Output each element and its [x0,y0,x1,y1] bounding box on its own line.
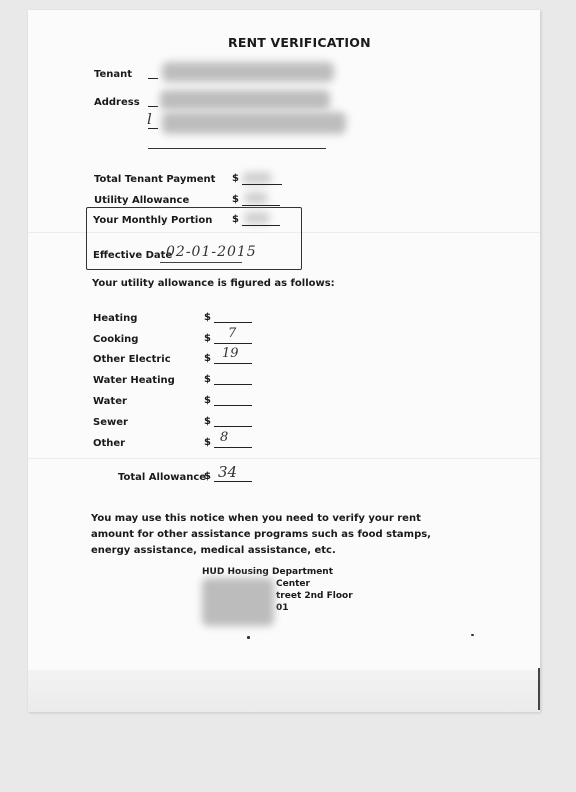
redacted-amount [244,192,268,204]
utility-label: Water Heating [93,375,175,386]
scan-speck [471,634,474,636]
redacted-amount [242,172,272,184]
currency-symbol: $ [204,374,211,385]
currency-symbol: $ [232,194,239,205]
utility-line [214,426,252,427]
address-line [148,128,158,129]
utility-label: Water [93,396,127,407]
redacted-tenant-name [162,62,334,82]
address-underline [148,148,326,149]
date-line [160,262,242,263]
currency-symbol: $ [232,173,239,184]
redacted-address-line-2 [162,112,346,134]
tenant-line [148,78,158,79]
effective-date-value: 02-01-2015 [166,244,257,260]
address-line [148,106,158,107]
utility-label: Other [93,438,126,449]
utility-value: 7 [228,326,237,341]
office-line-2: Center [276,579,310,589]
utility-label: Other Electric [93,354,171,365]
utility-label: Heating [93,313,138,324]
amount-line [242,205,280,206]
office-line-1: HUD Housing Department [202,567,334,577]
total-allowance-label: Total Allowance [118,472,207,483]
utility-line [214,384,252,385]
office-line-4: 01 [276,603,289,613]
utility-line [214,343,252,344]
utility-line [214,447,252,448]
currency-symbol: $ [204,312,211,323]
redacted-address-line-1 [160,90,330,110]
scan-speck [247,636,250,639]
address-label: Address [94,97,140,108]
handwritten-mark: l [147,110,152,128]
office-line-3: treet 2nd Floor [276,591,353,601]
utility-value: 8 [220,430,229,445]
utility-label: Cooking [93,334,139,345]
currency-symbol: $ [204,437,211,448]
scan-edge [538,668,540,710]
utility-heading: Your utility allowance is figured as follows: [92,278,335,289]
tenant-label: Tenant [94,69,133,80]
total-line [214,481,252,482]
currency-symbol: $ [204,353,211,364]
effective-date-label: Effective Date [93,250,173,261]
monthly-portion-label: Your Monthly Portion [93,215,213,226]
utility-line [214,363,252,364]
utility-line [214,322,252,323]
currency-symbol: $ [204,395,211,406]
currency-symbol: $ [232,214,239,225]
amount-line [242,225,280,226]
total-tenant-payment-label: Total Tenant Payment [94,174,216,185]
currency-symbol: $ [204,471,211,482]
page-title: RENT VERIFICATION [228,35,371,50]
redacted-office-address [202,578,274,626]
notice-text: You may use this notice when you need to verify your rent amount for other assistance programs such as food stamps, energy assistance, medical assistance, etc. [91,513,431,556]
currency-symbol: $ [204,333,211,344]
redacted-amount [244,212,270,224]
utility-line [214,405,252,406]
total-allowance-value: 34 [218,463,238,481]
fold-line [28,458,540,459]
utility-value: 19 [222,346,239,361]
amount-line [242,184,282,185]
utility-label: Sewer [93,417,128,428]
utility-allowance-label: Utility Allowance [94,195,190,206]
currency-symbol: $ [204,416,211,427]
